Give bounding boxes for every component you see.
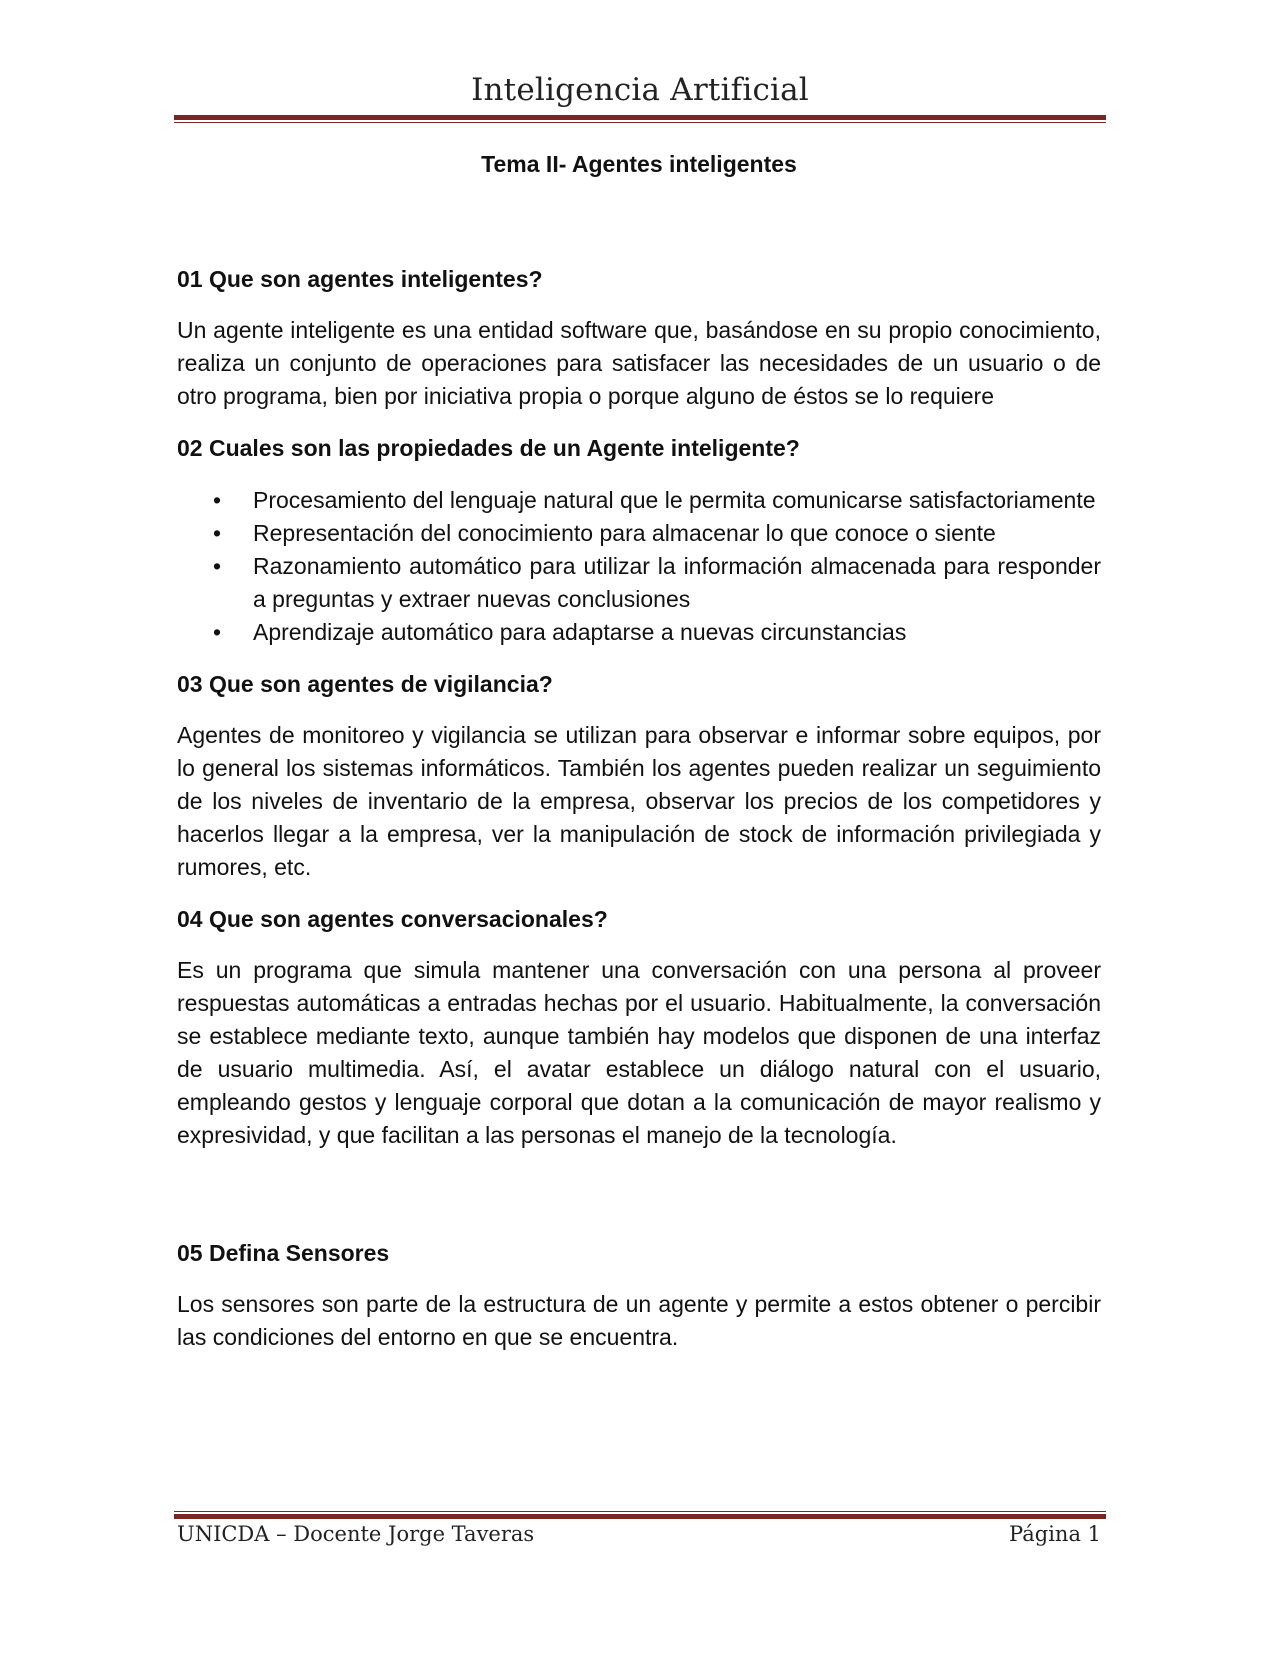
list-item [177, 517, 1101, 550]
bullet-icon: • [213, 487, 222, 513]
section-05-paragraph: Los sensores son parte de la estructura de un agente y permite a estos obtener o percibir las condiciones del entorno en que se encuentra. [177, 1291, 1101, 1350]
footer-rule-thin [174, 1511, 1106, 1512]
title-spacer [177, 181, 1101, 263]
list-item [177, 484, 1101, 517]
bullet-icon: • [213, 520, 222, 546]
page-footer [177, 1522, 1101, 1546]
footer-rule-thick [174, 1514, 1106, 1519]
footer-rule [174, 1511, 1106, 1519]
section-04-heading: 04 Que son agentes conversacionales? [177, 906, 608, 932]
section-02-heading: 02 Cuales son las propiedades de un Agente inteligente? [177, 435, 800, 461]
section-01-heading: 01 Que son agentes inteligentes? [177, 266, 543, 292]
list-item [177, 550, 1101, 616]
section-05-heading: 05 Defina Sensores [177, 1240, 390, 1266]
list-item-text: Aprendizaje automático para adaptarse a nuevas circunstancias [253, 619, 907, 645]
list-item-text: Representación del conocimiento para almacenar lo que conoce o siente [253, 520, 996, 546]
header-rule-thick [174, 115, 1106, 120]
document-body [177, 148, 1101, 1354]
bullet-icon: • [213, 619, 222, 645]
page-number: Página 1 [1009, 1522, 1101, 1546]
properties-list [177, 484, 1101, 649]
list-item [177, 616, 1101, 649]
footer-author: UNICDA – Docente Jorge Taveras [177, 1522, 535, 1546]
section-01-paragraph: Un agente inteligente es una entidad software que, basándose en su propio conocimiento, realiza un conjunto de operaciones para satisfacer las necesidades de un usuario o de otro programa, bien por iniciativa propia o porque alguno de éstos se lo requiere [177, 317, 1101, 409]
header-rule-thin [174, 122, 1106, 123]
document-title: Tema II- Agentes inteligentes [481, 151, 797, 177]
section-03-heading: 03 Que son agentes de vigilancia? [177, 671, 553, 697]
list-item-text: Procesamiento del lenguaje natural que le permita comunicarse satisfactoriamente [253, 487, 1096, 513]
section-04-paragraph: Es un programa que simula mantener una conversación con una persona al proveer respuestas automáticas a entradas hechas por el usuario. Habitualmente, la conversación se establece mediante texto, aunque también hay modelos que disponen de una interfaz de usuario multimedia. Así, el avatar establece un diálogo natural con el usuario, empleando gestos y lenguaje corporal que dotan a la comunicación de mayor realismo y expresividad, y que facilitan a las personas el manejo de la tecnología. [177, 957, 1101, 1148]
list-item-text: Razonamiento automático para utilizar la información almacenada para responder a preguntas y extraer nuevas conclusiones [253, 553, 1101, 612]
section-03-paragraph: Agentes de monitoreo y vigilancia se utilizan para observar e informar sobre equipos, por lo general los sistemas informáticos. También los agentes pueden realizar un seguimiento de los niveles de inventario de la empresa, observar los precios de los competidores y hacerlos llegar a la empresa, ver la manipulación de stock de información privilegiada y rumores, etc. [177, 722, 1101, 880]
header-rule [174, 115, 1106, 123]
header-title: Inteligencia Artificial [471, 72, 809, 108]
bullet-icon: • [213, 553, 222, 579]
